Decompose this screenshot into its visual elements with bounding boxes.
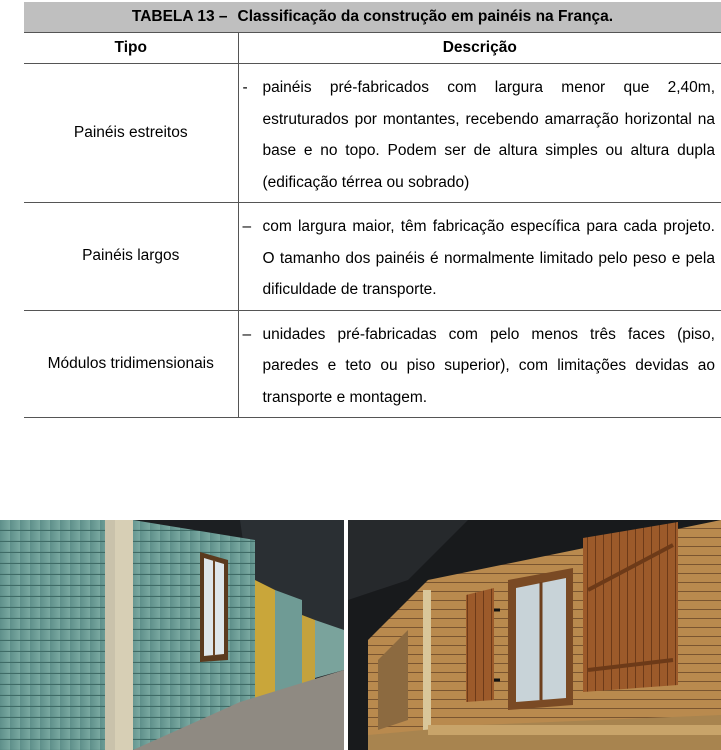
green-wall-panel-photo [0, 520, 344, 750]
table-row [24, 64, 721, 203]
table-row [24, 203, 721, 311]
cell-tipo: Painéis estreitos [24, 64, 238, 203]
cell-tipo: Painéis largos [24, 203, 238, 311]
cell-descricao [238, 64, 721, 203]
classification-table [24, 2, 721, 418]
table-title: Classificação da construção em painéis na França. [237, 8, 614, 25]
cell-tipo: Módulos tridimensionais [24, 310, 238, 418]
cell-descricao [238, 203, 721, 311]
description-text: unidades pré-fabricadas com pelo menos três faces (piso, paredes e teto ou piso superior), com limitações devidas ao transporte e montagem. [262, 325, 715, 406]
table-number: TABELA 13 – [131, 8, 228, 25]
cell-descricao [238, 310, 721, 418]
list-dash: – [242, 325, 252, 343]
photo-strip [0, 520, 721, 750]
list-dash: – [242, 218, 252, 235]
wood-wall-panel-photo [348, 520, 721, 750]
table-caption [24, 2, 721, 33]
column-header-tipo: Tipo [24, 33, 238, 64]
description-text: com largura maior, têm fabricação específica para cada projeto. O tamanho dos painéis é normalmente limitado pelo peso e pela dificuldade de transporte. [262, 218, 715, 298]
list-dash: - [242, 79, 248, 96]
description-text: painéis pré-fabricados com largura menor que 2,40m, estruturados por montantes, recebendo amarração horizontal na base e no topo. Podem ser de altura simples ou altura dupla (edificação térrea ou sobrado) [262, 79, 715, 191]
table-row [24, 310, 721, 418]
column-header-descricao: Descrição [238, 33, 721, 64]
